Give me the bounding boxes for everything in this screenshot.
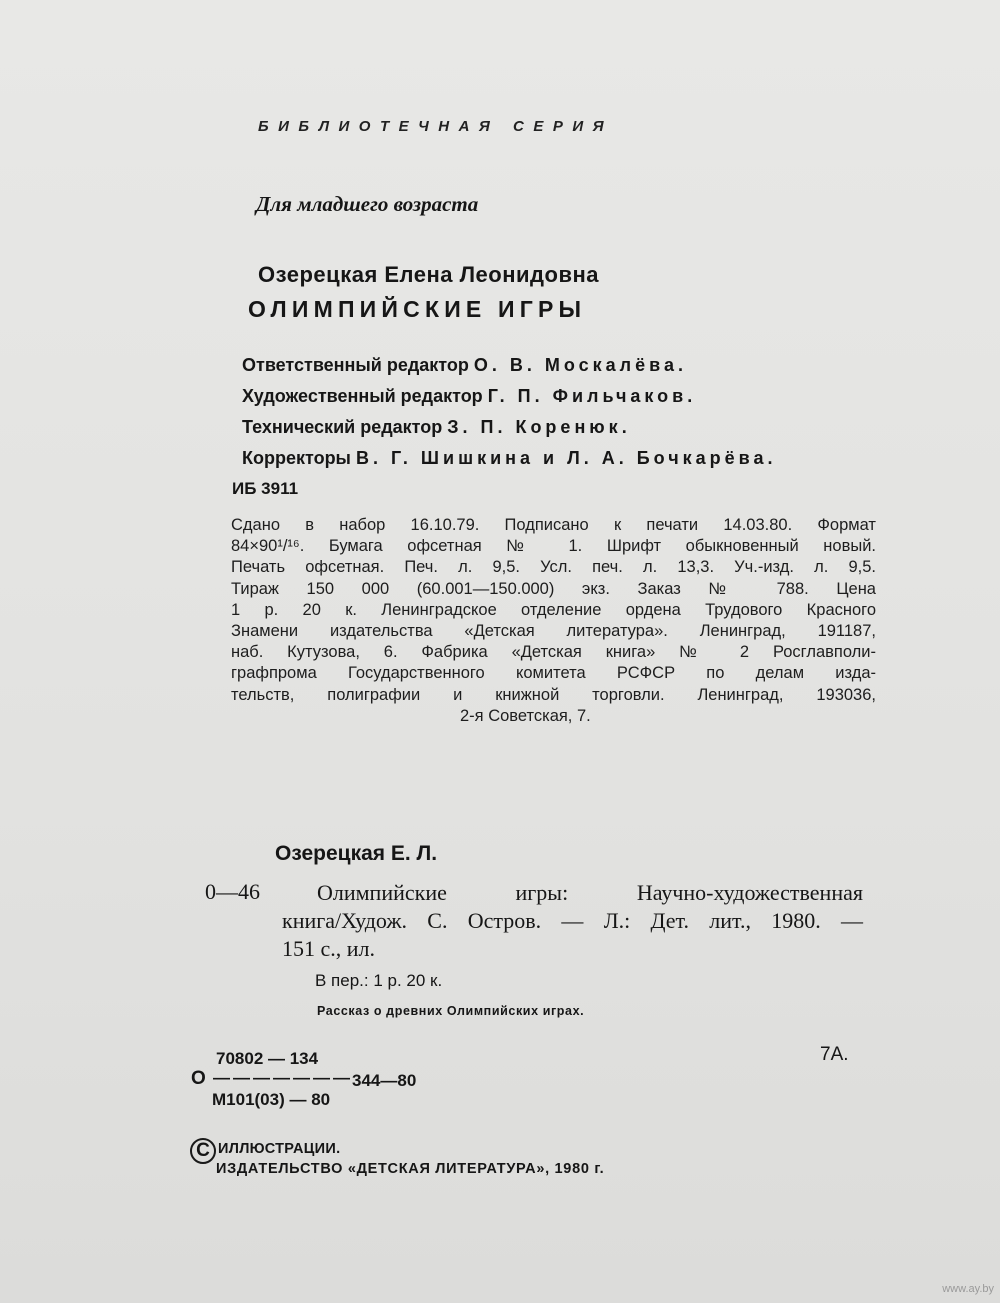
catalog-code: 0—46 bbox=[205, 879, 260, 904]
credit-role: Ответственный редактор bbox=[242, 355, 469, 375]
credit-line bbox=[242, 381, 777, 412]
catalog-description bbox=[282, 879, 863, 963]
credit-name: О. В. Москалёва. bbox=[473, 355, 687, 375]
catalog-description-line: книга/Худож. С. Остров. — Л.: Дет. лит., 1980. — bbox=[282, 908, 863, 933]
copyright-line-2: ИЗДАТЕЛЬСТВО «ДЕТСКАЯ ЛИТЕРАТУРА», 1980 г. bbox=[216, 1161, 605, 1177]
catalog-annotation: Рассказ о древних Олимпийских играх. bbox=[317, 1004, 585, 1018]
credit-name: В. Г. Шишкина и Л. А. Бочкарёва. bbox=[355, 448, 777, 468]
imprint-line: Сдано в набор 16.10.79. Подписано к печати 14.03.80. Формат bbox=[231, 516, 876, 534]
credit-role: Художественный редактор bbox=[242, 386, 483, 406]
imprint-line: 1 р. 20 к. Ленинградское отделение ордена Трудового Красного bbox=[231, 600, 876, 619]
index-bottom: М101(03) — 80 bbox=[212, 1090, 331, 1109]
catalog-description-line: Олимпийские игры: Научно-художественная bbox=[317, 880, 863, 905]
author-full-name: Озерецкая Елена Леонидовна bbox=[258, 262, 599, 287]
imprint-line: 2-я Советская, 7. bbox=[460, 706, 591, 725]
credit-name: З. П. Коренюк. bbox=[447, 417, 631, 437]
catalog-price: В пер.: 1 р. 20 к. bbox=[315, 971, 443, 990]
catalog-author: Озерецкая Е. Л. bbox=[275, 842, 438, 865]
index-letter: О bbox=[191, 1068, 206, 1089]
imprint-line: наб. Кутузова, 6. Фабрика «Детская книга» № 2 Росглавполи- bbox=[231, 643, 876, 662]
credit-role: Технический редактор bbox=[242, 417, 443, 437]
imprint-block bbox=[231, 515, 876, 727]
imprint-line: тельств, полиграфии и книжной торговли. Ленинград, 193036, bbox=[231, 685, 876, 704]
series-label: БИБЛИОТЕЧНАЯ СЕРИЯ bbox=[258, 118, 614, 135]
imprint-line: графпрома Государственного комитета РСФСР по делам изда- bbox=[231, 664, 876, 683]
credit-name: Г. П. Фильчаков. bbox=[487, 386, 697, 406]
credit-role: Корректоры bbox=[242, 448, 351, 468]
credits-list bbox=[242, 350, 777, 474]
ib-number: ИБ 3911 bbox=[232, 479, 299, 498]
copyright-icon: C bbox=[190, 1138, 216, 1164]
imprint-line: 84×90¹/¹⁶. Бумага офсетная № 1. Шрифт обыкновенный новый. bbox=[231, 537, 876, 556]
imprint-line: Тираж 150 000 (60.001—150.000) экз. Заказ № 788. Цена bbox=[231, 579, 876, 598]
catalog-description-line: 151 с., ил. bbox=[282, 936, 376, 961]
book-title: ОЛИМПИЙСКИЕ ИГРЫ bbox=[248, 296, 587, 322]
site-watermark: www.ay.by bbox=[942, 1283, 994, 1295]
imprint-line: Знамени издательства «Детская литература». Ленинград, 191187, bbox=[231, 621, 876, 640]
index-fraction-bar: ——————— bbox=[213, 1068, 353, 1087]
index-top: 70802 — 134 bbox=[216, 1049, 319, 1068]
age-group-label: Для младшего возраста bbox=[256, 192, 479, 216]
imprint-line: Печать офсетная. Печ. л. 9,5. Усл. печ. л. 13,3. Уч.-изд. л. 9,5. bbox=[231, 558, 876, 577]
classification-code: 7А. bbox=[820, 1044, 849, 1065]
credit-line bbox=[242, 412, 777, 443]
credit-line bbox=[242, 443, 777, 474]
index-right: 344—80 bbox=[352, 1071, 417, 1090]
credit-line bbox=[242, 350, 777, 381]
copyright-line-1: ИЛЛЮСТРАЦИИ. bbox=[218, 1141, 341, 1157]
